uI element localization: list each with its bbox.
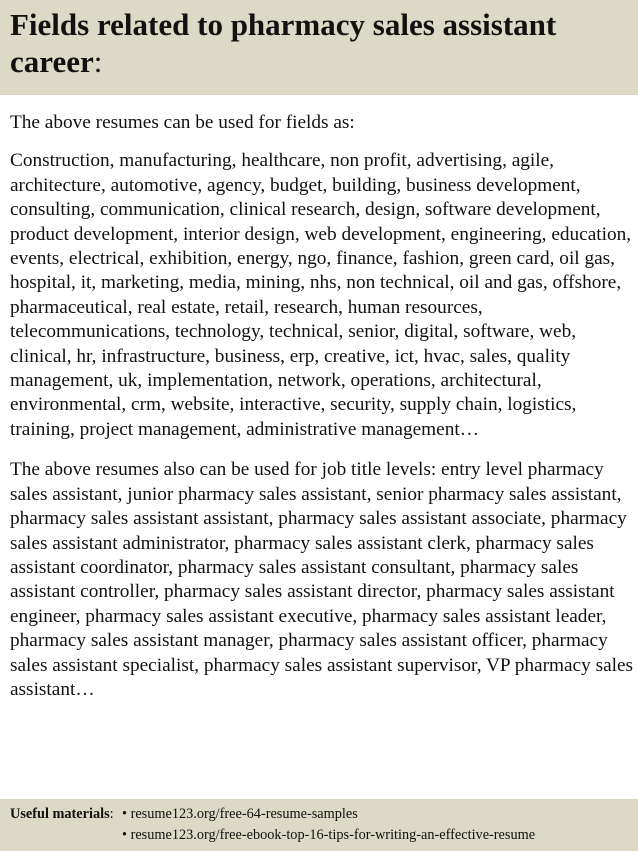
useful-materials-label	[10, 804, 122, 825]
resource-link-ebook-tips[interactable]: • resume123.org/free-ebook-top-16-tips-for-writing-an-effective-resume	[122, 827, 536, 843]
useful-materials-label-text: Useful materials	[10, 806, 110, 822]
footer-band	[0, 799, 638, 851]
job-levels-paragraph: The above resumes also can be used for job title levels: entry level pharmacy sales assistant, junior pharmacy sales assistant, senior pharmacy sales assistant, pharmacy sales assistant assistant, pharmacy sales assistant associate, pharmacy sales assistant administrator, pharmacy sales assistant clerk, pharmacy sales assistant coordinator, pharmacy sales assistant consultant, pharmacy sales assistant controller, pharmacy sales assistant director, pharmacy sales assistant engineer, pharmacy sales assistant executive, pharmacy sales assistant leader, pharmacy sales assistant manager, pharmacy sales assistant officer, pharmacy sales assistant specialist, pharmacy sales assistant supervisor, VP pharmacy sales assistant…	[10, 459, 634, 700]
page-title-colon: :	[93, 44, 103, 79]
header-band	[0, 0, 638, 95]
useful-materials-colon: :	[109, 806, 114, 822]
footer-row-2	[10, 825, 628, 846]
page-title-text: Fields related to pharmacy sales assistant career	[10, 7, 557, 79]
main-content	[10, 111, 634, 702]
page-title	[10, 6, 628, 80]
fields-list-paragraph: Construction, manufacturing, healthcare, non profit, advertising, agile, architecture, automotive, agency, budget, building, business development, consulting, communication, clinical research, design, software development, product development, interior design, web development, engineering, education, events, electrical, exhibition, energy, ngo, finance, fashion, green card, oil gas, hospital, it, marketing, media, mining, nhs, non technical, oil and gas, offshore, pharmaceutical, real estate, retail, research, human resources, telecommunications, technology, technical, senior, digital, software, web, clinical, hr, infrastructure, business, erp, creative, ict, hvac, sales, quality management, uk, implementation, network, operations, architectural, environmental, crm, website, interactive, security, supply chain, logistics, training, project management, administrative management…	[10, 150, 632, 440]
resource-link-resume-samples[interactable]: • resume123.org/free-64-resume-samples	[122, 806, 358, 822]
footer-row-1	[10, 804, 628, 825]
footer-indent	[10, 825, 122, 846]
intro-paragraph: The above resumes can be used for fields as:	[10, 112, 355, 133]
